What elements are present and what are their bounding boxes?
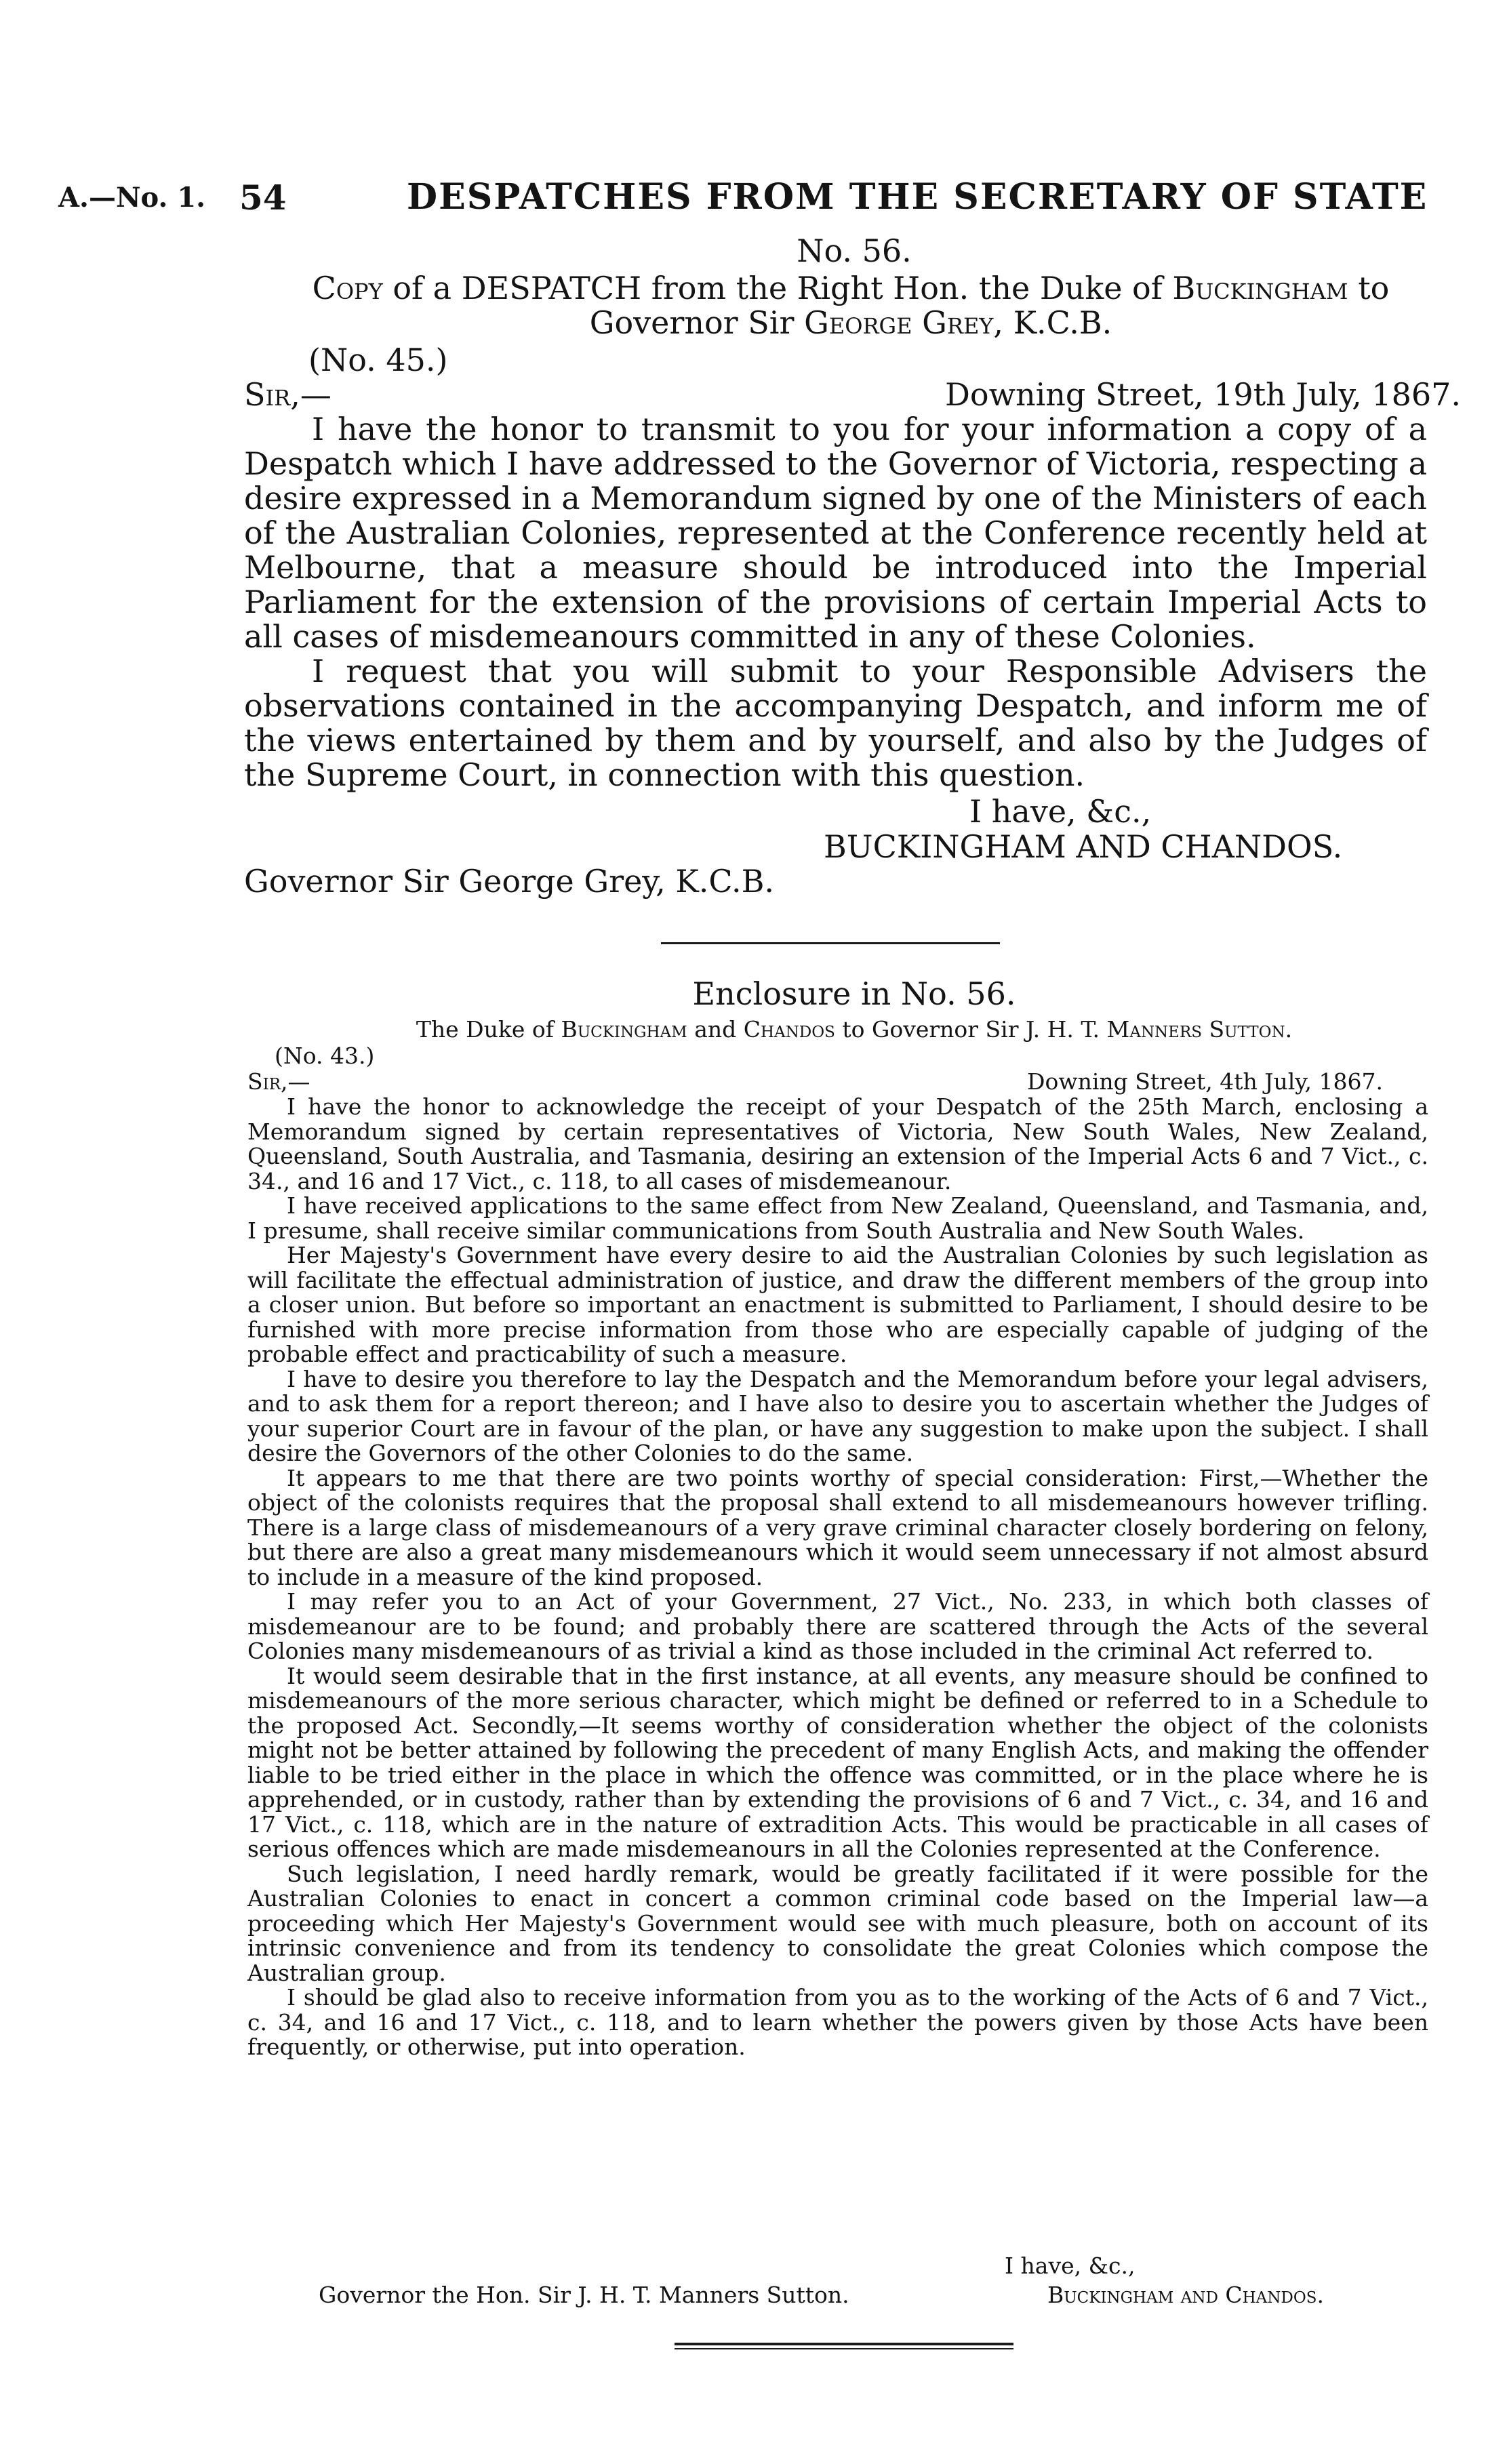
despatch-heading-line1 <box>234 271 1468 306</box>
series-reference: A.—No. 1. <box>58 182 206 214</box>
enclosure-paragraph: I may refer you to an Act of your Government, 27 Vict., No. 233, in which both classes of misdemeanour are to be found; and probably there are scattered through the Acts of the several Colonies many misdemeanours of as trivial a kind as those included in the criminal Act referred to. <box>247 1588 1428 1664</box>
enclosure-paragraph: I have to desire you therefore to lay the Despatch and the Memorandum before your legal advisers, and to ask them for a report thereon; and I have also to desire you to ascertain whether the Judges of your superior Court are in favour of the plan, or have any suggestion to make upon the subject. I shall desire the Governors of the other Colonies to do the same. <box>247 1365 1428 1466</box>
enclosure-paragraph: Her Majesty's Government have every desire to aid the Australian Colonies by such legislation as will facilitate the effectual administration of justice, and draw the different members of the group into a closer union. But before so important an enactment is submitted to Parliament, I should desire to be furnished with more precise information from those who are especially capable of judging of the probable effect and practicability of such a measure. <box>247 1242 1428 1367</box>
enclosure-title: Enclosure in No. 56. <box>692 975 1016 1012</box>
end-rule-thin <box>675 2348 1013 2349</box>
enclosure-addressee: Governor the Hon. Sir J. H. T. Manners Sutton. <box>319 2282 849 2308</box>
enclosure-heading-pre: The Duke of <box>416 1016 554 1043</box>
enclosure-paragraph: It appears to me that there are two points worthy of special consideration: First,—Whether the object of the colonists requires that the proposal shall extend to all misdemeanours however trifling. There is a large class of misdemeanours of a very grave criminal character closely bordering on felony, but there are also a great many misdemeanours which it would seem unnecessary if not almost absurd to include in a measure of the kind proposed. <box>247 1464 1428 1590</box>
enclosure-heading <box>234 1017 1474 1043</box>
heading-duke-name: Buckingham <box>1172 270 1348 306</box>
end-rule <box>675 2343 1013 2345</box>
section-divider <box>661 942 1000 944</box>
enclosure-paragraph: I have received applications to the same effect from New Zealand, Queensland, and Tasmania, and, I presume, shall receive similar communications from South Australia and New South Wales. <box>247 1192 1428 1244</box>
despatch-ref-no: (No. 45.) <box>308 342 448 378</box>
enclosure-paragraph: It would seem desirable that in the first instance, at all events, any measure should be confined to misdemeanours of the more serious character, which might be defined or referred to in a Schedule to the proposed Act. Secondly,—It seems worthy of consideration whether the object of the colonists might not be better attained by following the precedent of many English Acts, and making the offender liable to be tried either in the place in which the offence was committed, or in the place where he is apprehended, or in custody, rather than by extending the provisions of 6 and 7 Vict., c. 34, and 16 and 17 Vict., c. 118, which are in the nature of extradition Acts. This would be practicable in all cases of serious offences which are made misdemeanours in all the Colonies represented at the Conference. <box>247 1662 1428 1862</box>
enclosure-signature: Buckingham and Chandos. <box>1047 2282 1324 2308</box>
despatch-addressee: Governor Sir George Grey, K.C.B. <box>244 863 775 900</box>
heading-governor-name: George Grey, <box>804 304 1004 341</box>
heading-line1-end: to <box>1358 270 1390 306</box>
despatch-salutation: Sir,— <box>244 376 331 413</box>
enclosure-ref-no: (No. 43.) <box>275 1043 375 1069</box>
despatch-number: No. 56. <box>797 233 912 269</box>
despatch-place-date: Downing Street, 19th July, 1867. <box>945 376 1461 413</box>
despatch-heading-line2 <box>234 306 1468 340</box>
despatch-closing: I have, &c., <box>969 793 1152 830</box>
enclosure-heading-name2: Chandos <box>743 1016 835 1043</box>
enclosure-paragraph: Such legislation, I need hardly remark, would be greatly facilitated if it were possible for the Australian Colonies to enact in concert a common criminal code based on the Imperial law—a proceeding which Her Majesty's Government would see with much pleasure, both on account of its intrinsic convenience and from its tendency to consolidate the great Colonies which compose the Australian group. <box>247 1860 1428 1986</box>
enclosure-closing: I have, &c., <box>1005 2253 1136 2279</box>
heading-line2-end: K.C.B. <box>1013 304 1112 341</box>
enclosure-paragraph: I should be glad also to receive information from you as to the working of the Acts of 6 and 7 Vict., c. 34, and 16 and 17 Vict., c. 118, and to learn whether the powers given by those Acts have been frequently, or otherwise, put into operation. <box>247 1984 1428 2060</box>
running-header <box>53 176 1456 224</box>
enclosure-heading-mid: to Governor Sir J. H. T. <box>842 1016 1100 1043</box>
despatch-signature: BUCKINGHAM AND CHANDOS. <box>824 828 1343 865</box>
enclosure-paragraph: I have the honor to acknowledge the receipt of your Despatch of the 25th March, enclosing a Memorandum signed by certain representatives of Victoria, New South Wales, New Zealand, Queensland, South Australia, and Tasmania, desiring an extension of the Imperial Acts 6 and 7 Vict., c. 34., and 16 and 17 Vict., c. 118, to all cases of misdemeanour. <box>247 1093 1428 1194</box>
running-title: DESPATCHES FROM THE SECRETARY OF STATE <box>407 176 1428 218</box>
enclosure-heading-name3: Manners Sutton. <box>1106 1016 1293 1043</box>
despatch-paragraph: I request that you will submit to your Responsible Advisers the observations contained in the accompanying Despatch, and inform me of the views entertained by them and by yourself, and also by the Judges of the Supreme Court, in connection with this question. <box>244 653 1427 793</box>
enclosure-body <box>247 1095 1428 2060</box>
heading-line1-text: of a DESPATCH from the Right Hon. the Duke of <box>393 270 1163 306</box>
despatch-paragraph: I have the honor to transmit to you for your information a copy of a Despatch which I have addressed to the Governor of Victoria, respecting a desire expressed in a Memorandum signed by one of the Ministers of each of the Australian Colonies, represented at the Conference recently held at Melbourne, that a measure should be introduced into the Imperial Parliament for the extension of the provisions of certain Imperial Acts to all cases of misdemeanours committed in any of these Colonies. <box>244 411 1427 655</box>
enclosure-heading-and: and <box>694 1016 737 1043</box>
despatch-body <box>244 412 1427 792</box>
page-number: 54 <box>239 178 287 218</box>
enclosure-place-date: Downing Street, 4th July, 1867. <box>1027 1068 1383 1095</box>
enclosure-heading-name1: Buckingham <box>561 1016 687 1043</box>
heading-line2-text: Governor Sir <box>589 304 795 341</box>
enclosure-salutation: Sir,— <box>247 1068 310 1095</box>
heading-copy-word: Copy <box>312 270 383 306</box>
